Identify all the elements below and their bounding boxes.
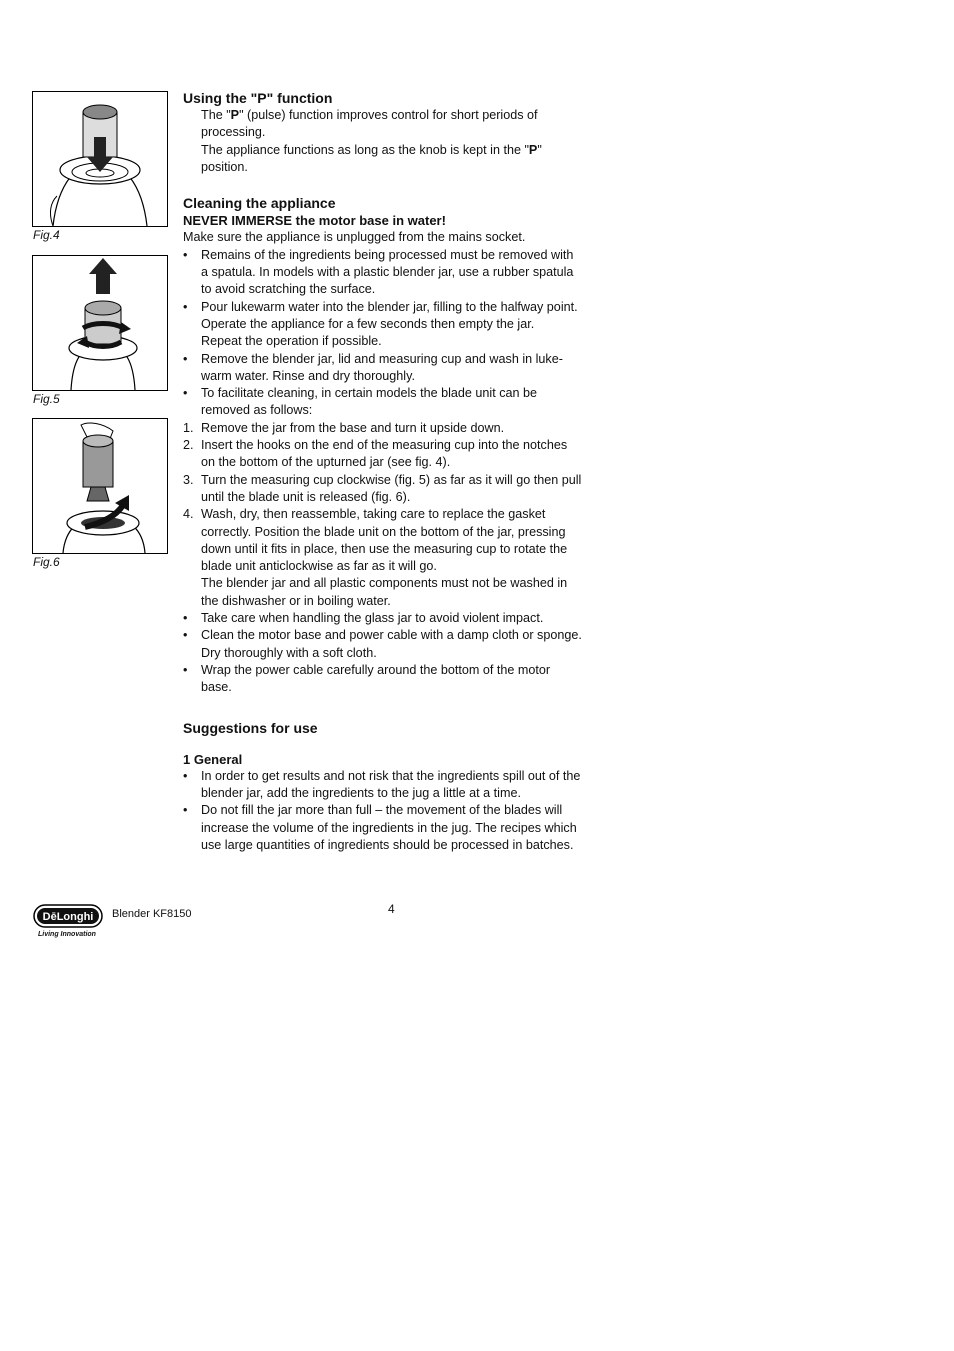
list-item: • Wrap the power cable carefully around the bottom of the motor base. — [183, 662, 551, 695]
warning-text: NEVER IMMERSE the motor base in water! — [183, 213, 446, 229]
heading-cleaning: Cleaning the appliance — [183, 195, 336, 212]
fig6-illustration — [33, 419, 167, 553]
fig4-caption: Fig.4 — [33, 228, 60, 242]
logo-wordmark: DēLonghi — [42, 911, 94, 923]
figure-4 — [32, 91, 168, 227]
spacer — [183, 697, 583, 719]
list-item: • Clean the motor base and power cable with a damp cloth or sponge. — [183, 628, 582, 643]
page-number: 4 — [388, 902, 395, 916]
figure-6 — [32, 418, 168, 554]
numbered-step: 1. Remove the jar from the base and turn it upside down. — [183, 420, 505, 435]
dry-note: Dry thoroughly with a soft cloth. — [201, 645, 377, 660]
numbered-step: 2. Insert the hooks on the end of the measuring cup into the notches on the bottom of the upturned jar (see fig. 4). — [183, 438, 568, 470]
heading-p-function: Using the "P" function — [183, 90, 333, 106]
heading-suggestions: Suggestions for use — [183, 719, 318, 736]
delonghi-logo — [33, 904, 103, 933]
spacer — [183, 737, 583, 751]
p-function-line-2: The appliance functions as long as the knob is kept in the "P" position. — [201, 142, 542, 174]
list-item: • To facilitate cleaning, in certain models the blade unit can be removed as follows: — [183, 386, 538, 418]
fig6-caption: Fig.6 — [33, 555, 60, 569]
model-name: Blender KF8150 — [112, 908, 192, 920]
brand-tagline: Living Innovation — [38, 931, 96, 938]
numbered-step: 4. Wash, dry, then reassemble, taking care to replace the gasket correctly. Position the blade unit on the bottom of the jar, pressing down until it fits in place, then use the measuring cup to rotate the blade unit anticlockwise as far as it will go. — [183, 507, 568, 574]
list-item: • Take care when handling the glass jar to avoid violent impact. — [183, 611, 544, 626]
fig5-caption: Fig.5 — [33, 392, 60, 406]
numbered-step: 3. Turn the measuring cup clockwise (fig. 5) as far as it will go then pull until the blade unit is released (fig. 6). — [183, 472, 582, 504]
unplug-note: Make sure the appliance is unplugged from the mains socket. — [183, 230, 526, 245]
p-function-line-1: The "P" (pulse) function improves control for short periods of processing. — [201, 108, 538, 140]
main-text-column — [183, 89, 583, 854]
logo-badge — [33, 904, 103, 928]
fig5-illustration — [33, 256, 167, 390]
fig4-illustration — [33, 92, 167, 226]
heading-general: 1 General — [183, 751, 243, 767]
list-item: • Remove the blender jar, lid and measuring cup and wash in luke-warm water. Rinse and dry thoroughly. — [183, 351, 563, 383]
list-item: • Remains of the ingredients being processed must be removed with a spatula. In models with a plastic blender jar, use a rubber spatula to avoid scratching the surface. — [183, 247, 574, 297]
dishwasher-note: The blender jar and all plastic components must not be washed in the dishwasher or in boiling water. — [201, 576, 568, 608]
list-item: • Do not fill the jar more than full – the movement of the blades will increase the volume of the ingredients in the jug. The recipes which use large quantities of ingredients should be processed in batches. — [183, 803, 577, 852]
figure-5 — [32, 255, 168, 391]
repeat-note: Repeat the operation if possible. — [201, 334, 382, 349]
list-item: • In order to get results and not risk that the ingredients spill out of the blender jar, add the ingredients to the jug a little at a time. — [183, 768, 581, 801]
spacer — [183, 176, 583, 194]
list-item: • Pour lukewarm water into the blender jar, filling to the halfway point. Operate the appliance for a few seconds then empty the jar. — [183, 299, 578, 331]
